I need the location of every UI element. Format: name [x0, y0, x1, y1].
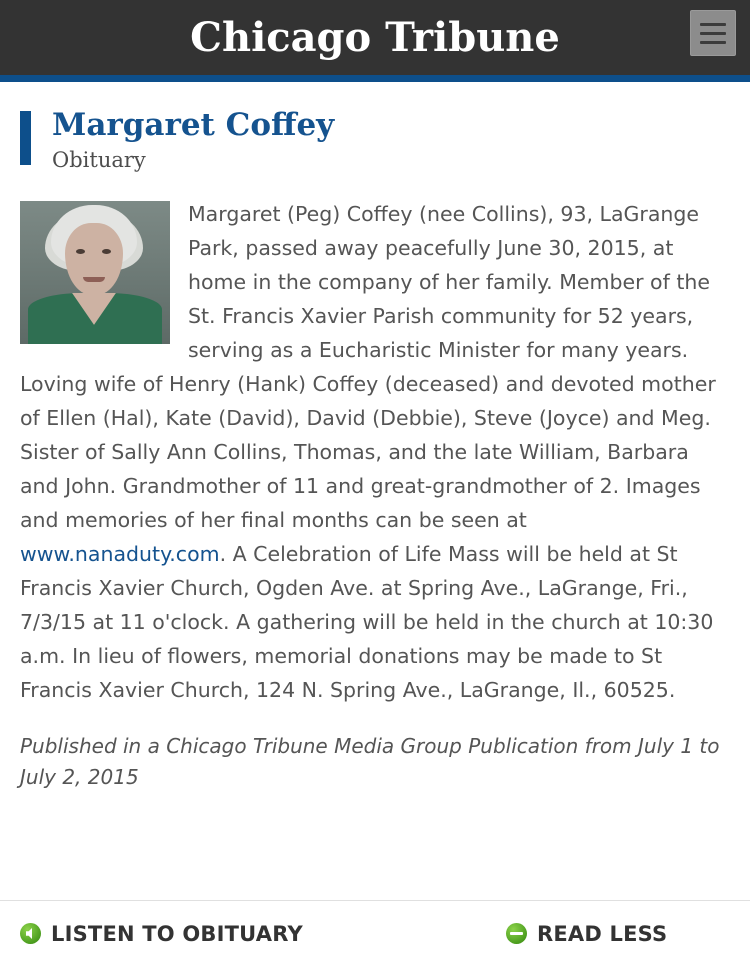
brand-accent-rule — [0, 75, 750, 82]
obituary-body — [20, 197, 730, 707]
memorial-website-link[interactable]: www.nanaduty.com — [20, 541, 220, 566]
site-masthead — [0, 0, 750, 75]
menu-line-2 — [700, 32, 726, 35]
minus-circle-icon — [506, 923, 527, 944]
portrait-eye-left — [76, 249, 85, 254]
portrait-face — [65, 223, 123, 295]
read-less-button[interactable] — [506, 922, 667, 946]
title-accent-bar — [20, 111, 31, 165]
obituary-content — [0, 86, 750, 793]
speaker-icon — [20, 923, 41, 944]
listen-to-obituary-button[interactable] — [20, 922, 303, 946]
page-title: Margaret Coffey — [52, 107, 335, 143]
site-logo[interactable]: Chicago Tribune — [190, 13, 560, 61]
publication-note: Published in a Chicago Tribune Media Group Publication from July 1 to July 2, 2015 — [20, 733, 720, 789]
portrait-eye-right — [102, 249, 111, 254]
listen-to-obituary-label: LISTEN TO OBITUARY — [51, 921, 303, 946]
read-less-label: READ LESS — [537, 921, 668, 946]
portrait-mouth — [83, 277, 105, 282]
avatar — [20, 201, 170, 344]
hamburger-menu-icon[interactable] — [690, 10, 736, 56]
obituary-text-part-1: Margaret (Peg) Coffey (nee Collins), 93, LaGrange Park, passed away peacefully June 30, 2015, at home in the company of her family. Member of the St. Francis Xavier Parish community for 52 years, serving as a Eucharistic Minister for many years. Loving wife of Henry (Hank) Coffey (deceased) and devoted mother of Ellen (Hal), Kate (David), David (Debbie), Steve (Joyce) and Meg. Sister of Sally Ann Collins, Thomas, and the late William, Barbara and John. Grandmother of 11 and great-grandmother of 2. Images and memories of her final months can be seen at — [20, 201, 716, 532]
menu-line-3 — [700, 41, 726, 44]
obituary-text-part-2: . A Celebration of Life Mass will be held at St Francis Xavier Church, Ogden Ave. at Spring Ave., LaGrange, Fri., 7/3/15 at 11 o'clock. A gathering will be held in the church at 10:30 a.m. In lieu of flowers, memorial donations may be made to St Francis Xavier Church, 124 N. Spring Ave., LaGrange, Il., 60525. — [20, 541, 714, 702]
obituary-header — [20, 86, 730, 177]
menu-line-1 — [700, 23, 726, 26]
obituary-actions — [0, 900, 750, 966]
page-subtitle: Obituary — [52, 147, 146, 172]
